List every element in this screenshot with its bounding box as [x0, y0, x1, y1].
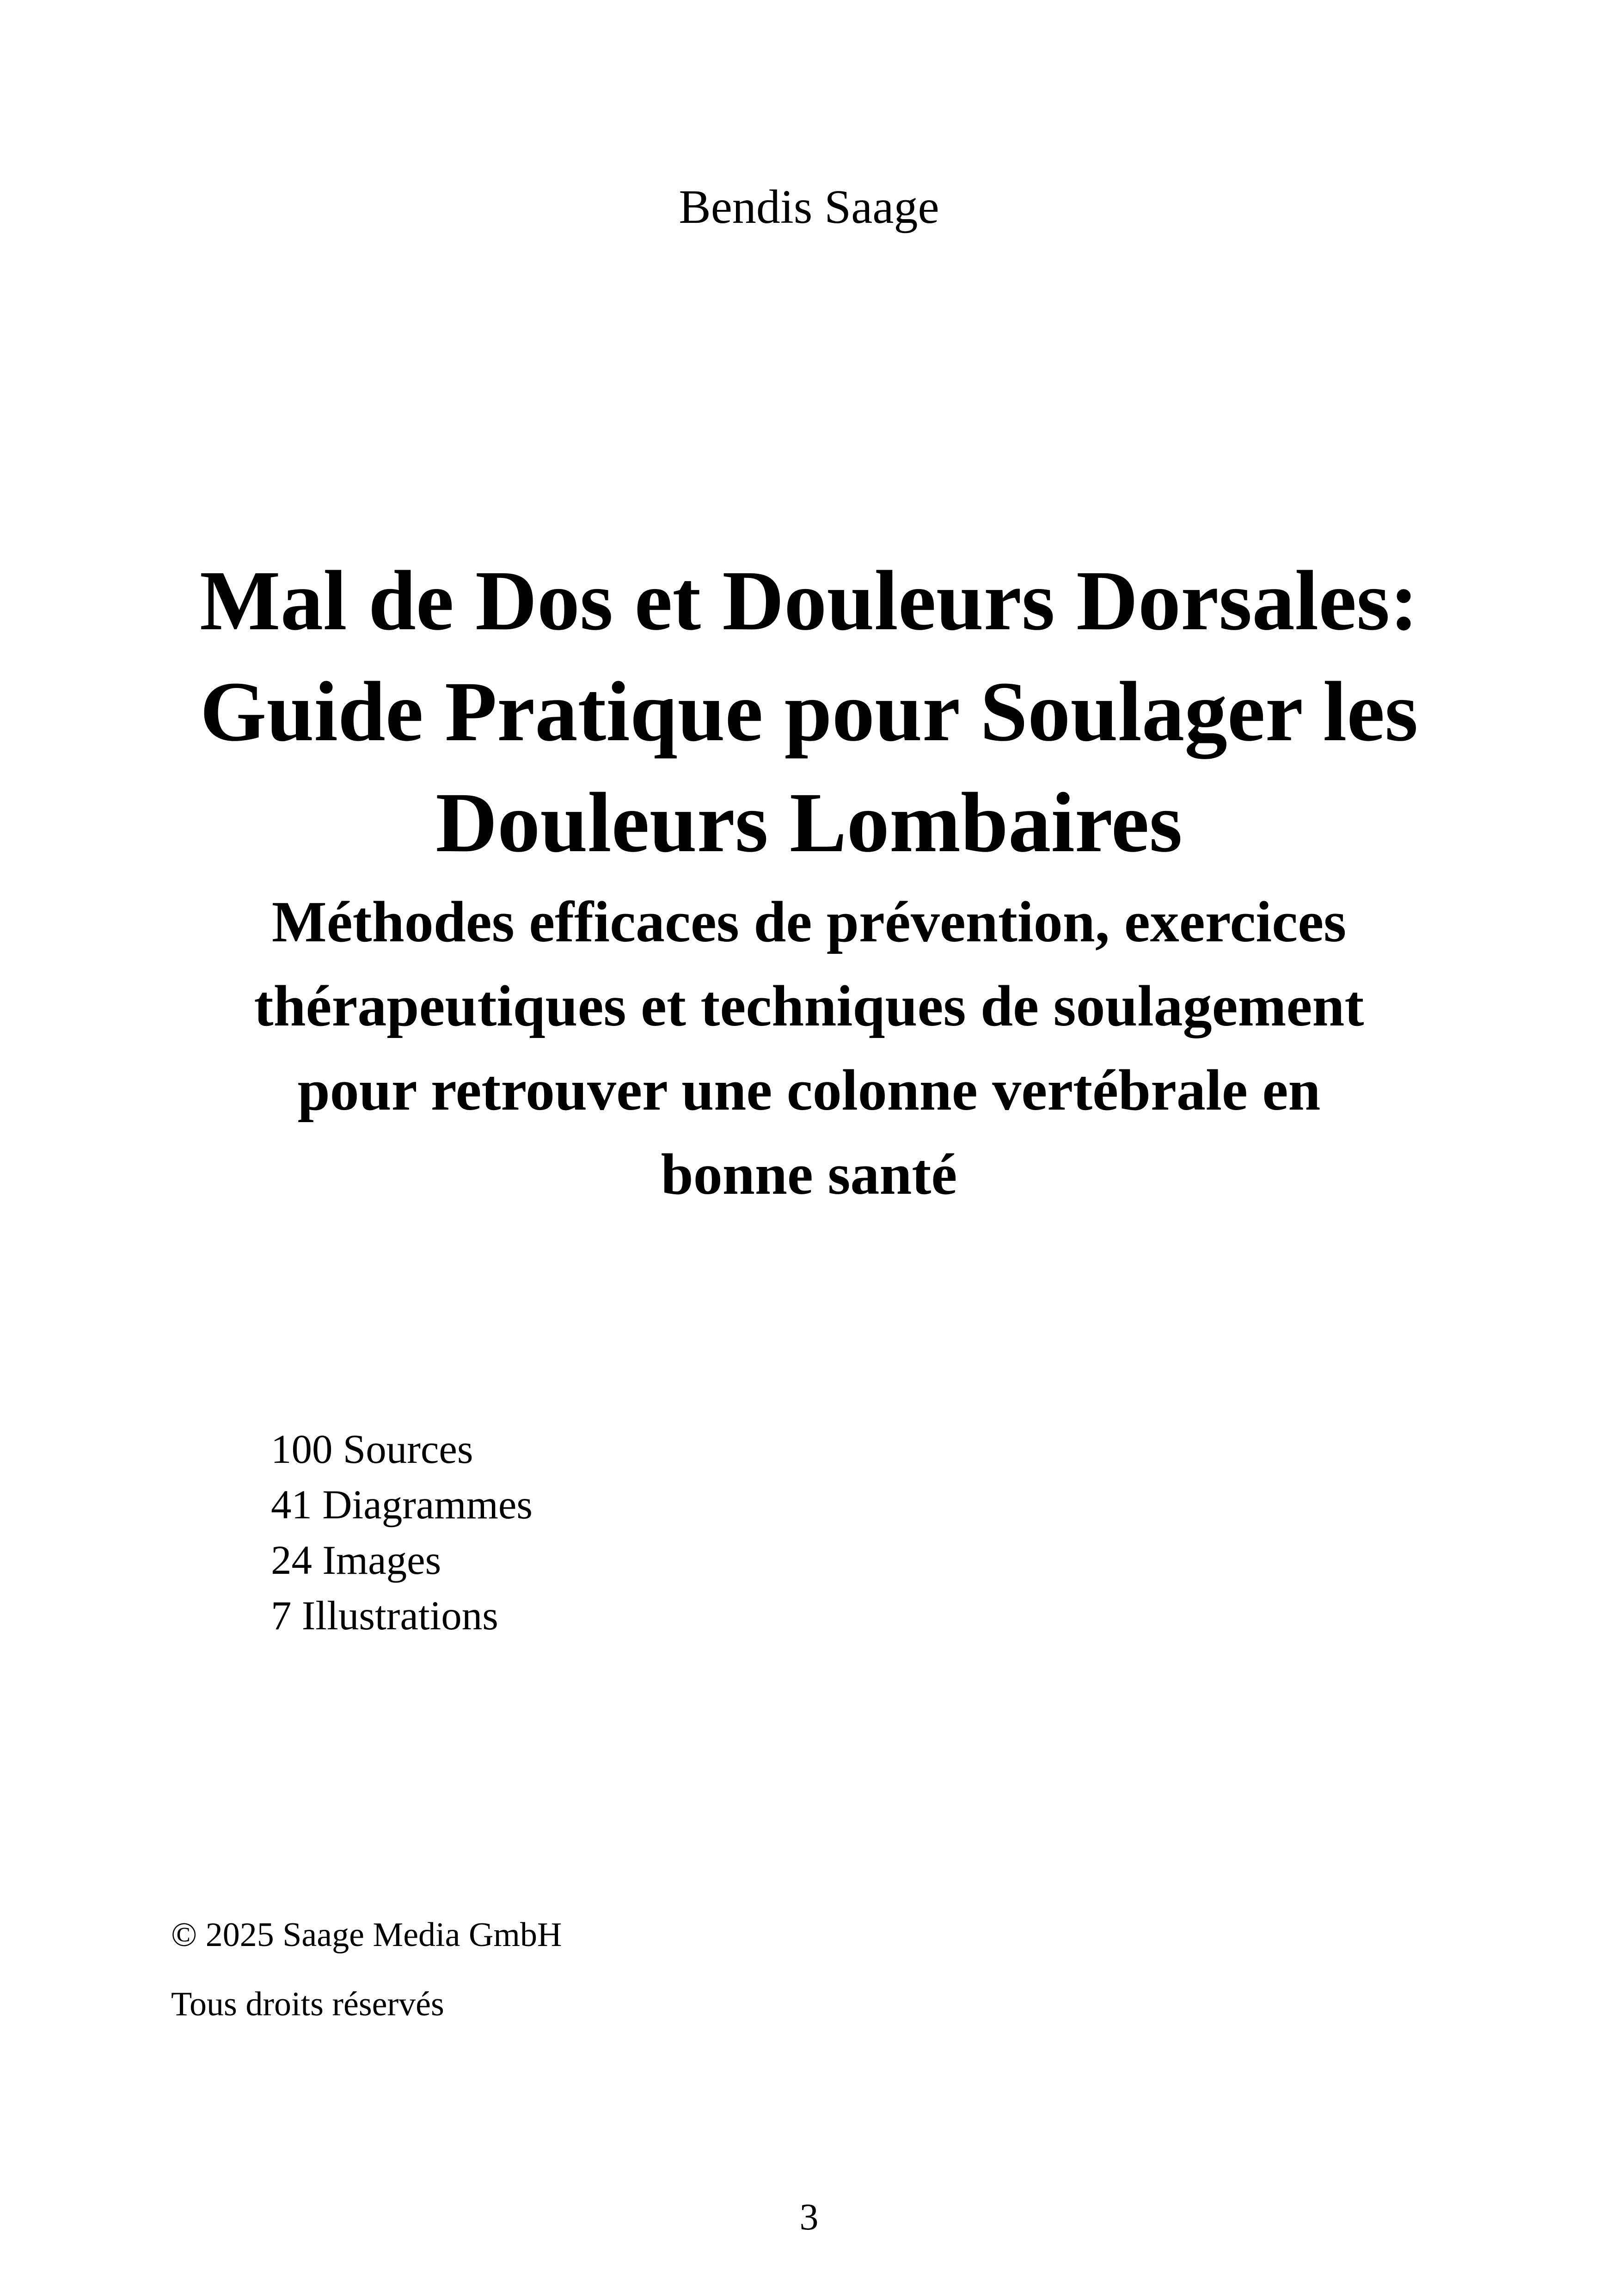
book-stats-list [271, 1422, 533, 1644]
stat-diagrams: 41 Diagrammes [271, 1482, 533, 1528]
title-block [139, 546, 1479, 1217]
rights-notice: Tous droits réservés [171, 1985, 444, 2023]
book-title-line: Guide Pratique pour Soulager les [200, 664, 1418, 759]
book-subtitle-line: Méthodes efficaces de prévention, exercices [271, 890, 1347, 954]
stat-images: 24 Images [271, 1538, 441, 1583]
book-title [139, 546, 1479, 878]
book-subtitle-line: bonne santé [661, 1142, 957, 1207]
book-subtitle-line: thérapeutiques et techniques de soulagement [254, 974, 1364, 1038]
book-title-line: Mal de Dos et Douleurs Dorsales: [200, 553, 1418, 648]
book-subtitle [139, 880, 1479, 1217]
author-name: Bendis Saage [679, 180, 939, 233]
book-title-line: Douleurs Lombaires [435, 775, 1183, 870]
page-number: 3 [799, 2196, 819, 2238]
stat-illustrations: 7 Illustrations [271, 1593, 498, 1639]
book-subtitle-line: pour retrouver une colonne vertébrale en [297, 1058, 1321, 1123]
copyright-notice: © 2025 Saage Media GmbH [171, 1916, 562, 1954]
stat-sources: 100 Sources [271, 1427, 473, 1472]
